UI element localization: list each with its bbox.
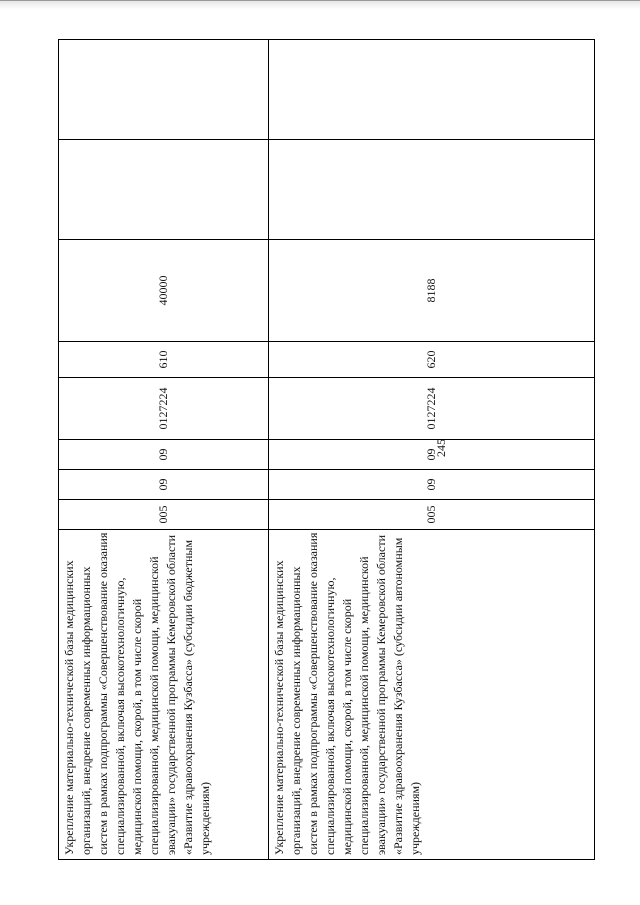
- expense-type-code: 610: [59, 342, 269, 378]
- empty-cell: [59, 140, 269, 240]
- table-row: [59, 40, 269, 860]
- target-article-code: 0127224: [269, 378, 595, 440]
- scan-edge: [0, 0, 640, 9]
- amount-value: 40000: [59, 240, 269, 342]
- row-description: Укрепление материально-технической базы медицинских организаций, внедрение современных информационных систем в рамках подпрограммы «Совершенствование оказания специализированной, включая высокотехнологичную, медицинской помощи, скорой, в том числе скорой специализированной, медицинской помощи, медицинской эвакуации» государственной программы Кемеровской области «Развитие здравоохранения Кузбасса» (субсидии бюджетным учреждениям): [59, 530, 269, 860]
- empty-cell: [59, 40, 269, 140]
- ministry-code: 005: [59, 500, 269, 530]
- amount-value: 8188: [269, 240, 595, 342]
- target-article-code: 0127224: [59, 378, 269, 440]
- empty-cell: [269, 40, 595, 140]
- section-code: 09: [59, 470, 269, 500]
- row-description: Укрепление материально-технической базы медицинских организаций, внедрение современных информационных систем в рамках подпрограммы «Совершенствование оказания специализированной, включая высокотехнологичную, медицинской помощи, скорой, в том числе скорой специализированной, медицинской помощи, медицинской эвакуации» государственной программы Кемеровской области «Развитие здравоохранения Кузбасса» (субсидии автономным учреждениям): [269, 530, 595, 860]
- subsection-code: 09: [269, 440, 595, 470]
- expense-type-code: 620: [269, 342, 595, 378]
- rotated-budget-table: [58, 40, 594, 860]
- page-number: 245: [434, 439, 448, 457]
- empty-cell: [269, 140, 595, 240]
- subsection-code: 09: [59, 440, 269, 470]
- budget-table: [58, 39, 595, 860]
- section-code: 09: [269, 470, 595, 500]
- table-row: [269, 40, 595, 860]
- ministry-code: 005: [269, 500, 595, 530]
